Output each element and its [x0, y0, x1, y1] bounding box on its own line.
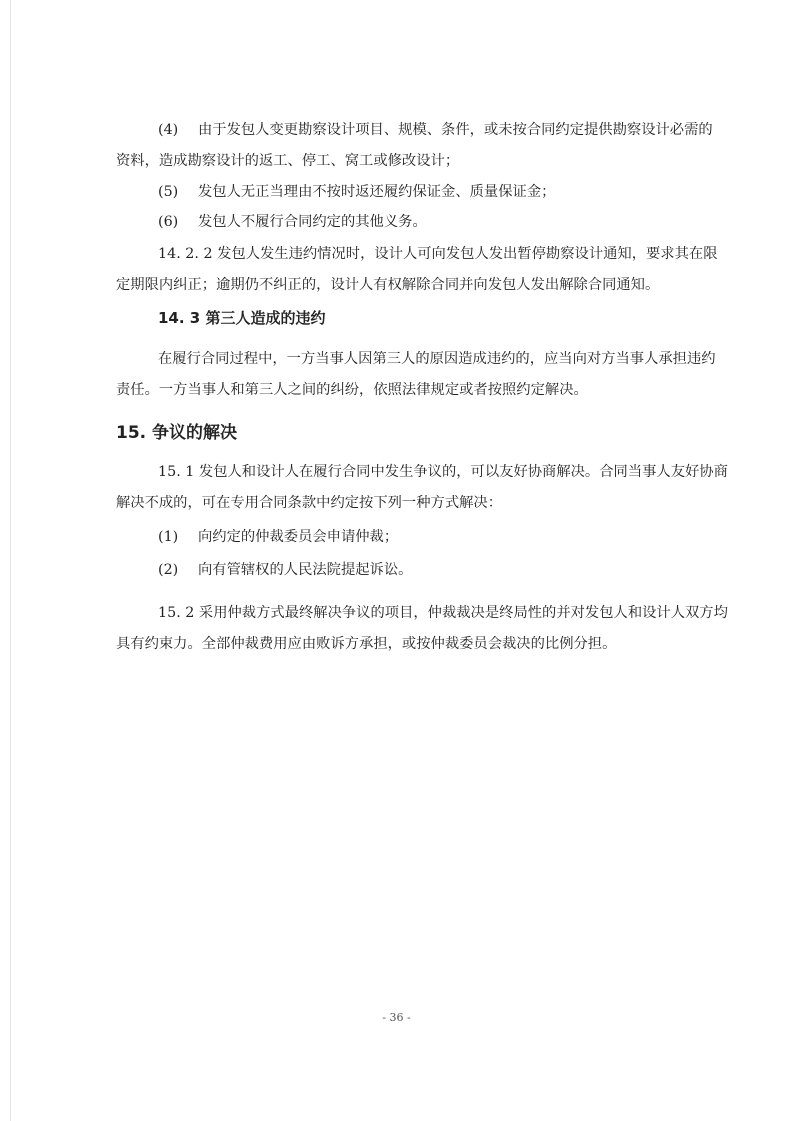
- list-item-text: 发包人不履行合同约定的其他义务。: [198, 214, 427, 230]
- option-text: 向有管辖权的人民法院提起诉讼。: [198, 562, 413, 578]
- dispute-option-2: [158, 560, 412, 580]
- list-item-4-continuation: 资料，造成勘察设计的返工、停工、窝工或修改设计；: [116, 153, 460, 169]
- section-14-3-heading: 14. 3 第三人造成的违约: [158, 309, 326, 327]
- option-text: 向约定的仲裁委员会申请仲裁；: [198, 529, 399, 545]
- clause-14-2-2-line1: 14. 2. 2 发包人发生违约情况时，设计人可向发包人发出暂停勘察设计通知，要求其在限: [158, 246, 718, 262]
- list-item-text: 发包人无正当理由不按时返还履约保证金、质量保证金；: [198, 184, 556, 200]
- list-item-number: (6): [158, 214, 179, 230]
- scan-edge-line: [10, 0, 11, 1121]
- clause-14-2-2-line2: 定期限内纠正；逾期仍不纠正的，设计人有权解除合同并向发包人发出解除合同通知。: [116, 277, 660, 293]
- list-item-5: [158, 182, 555, 202]
- list-item-4: [158, 120, 713, 140]
- list-item-text: 由于发包人变更勘察设计项目、规模、条件，或未按合同约定提供勘察设计必需的: [198, 122, 713, 138]
- page-number: - 36 -: [382, 1011, 411, 1024]
- clause-14-3-line1: 在履行合同过程中，一方当事人因第三人的原因造成违约的，应当向对方当事人承担违约: [158, 351, 716, 367]
- dispute-option-1: [158, 527, 398, 547]
- clause-15-2-line1: 15. 2 采用仲裁方式最终解决争议的项目，仲裁裁决是终局性的并对发包人和设计人双方均: [158, 605, 728, 621]
- list-item-number: (5): [158, 184, 179, 200]
- clause-15-2-line2: 具有约束力。全部仲裁费用应由败诉方承担，或按仲裁委员会裁决的比例分担。: [116, 636, 617, 652]
- clause-15-1-line2: 解决不成的，可在专用合同条款中约定按下列一种方式解决：: [116, 495, 503, 511]
- list-item-6: [158, 212, 427, 232]
- option-number: (1): [158, 529, 179, 545]
- clause-14-3-line2: 责任。一方当事人和第三人之间的纠纷，依照法律规定或者按照约定解决。: [116, 382, 588, 398]
- list-item-number: (4): [158, 122, 179, 138]
- clause-15-1-line1: 15. 1 发包人和设计人在履行合同中发生争议的，可以友好协商解决。合同当事人友好协商: [158, 464, 728, 480]
- option-number: (2): [158, 562, 179, 578]
- section-15-heading: 15. 争议的解决: [116, 423, 238, 443]
